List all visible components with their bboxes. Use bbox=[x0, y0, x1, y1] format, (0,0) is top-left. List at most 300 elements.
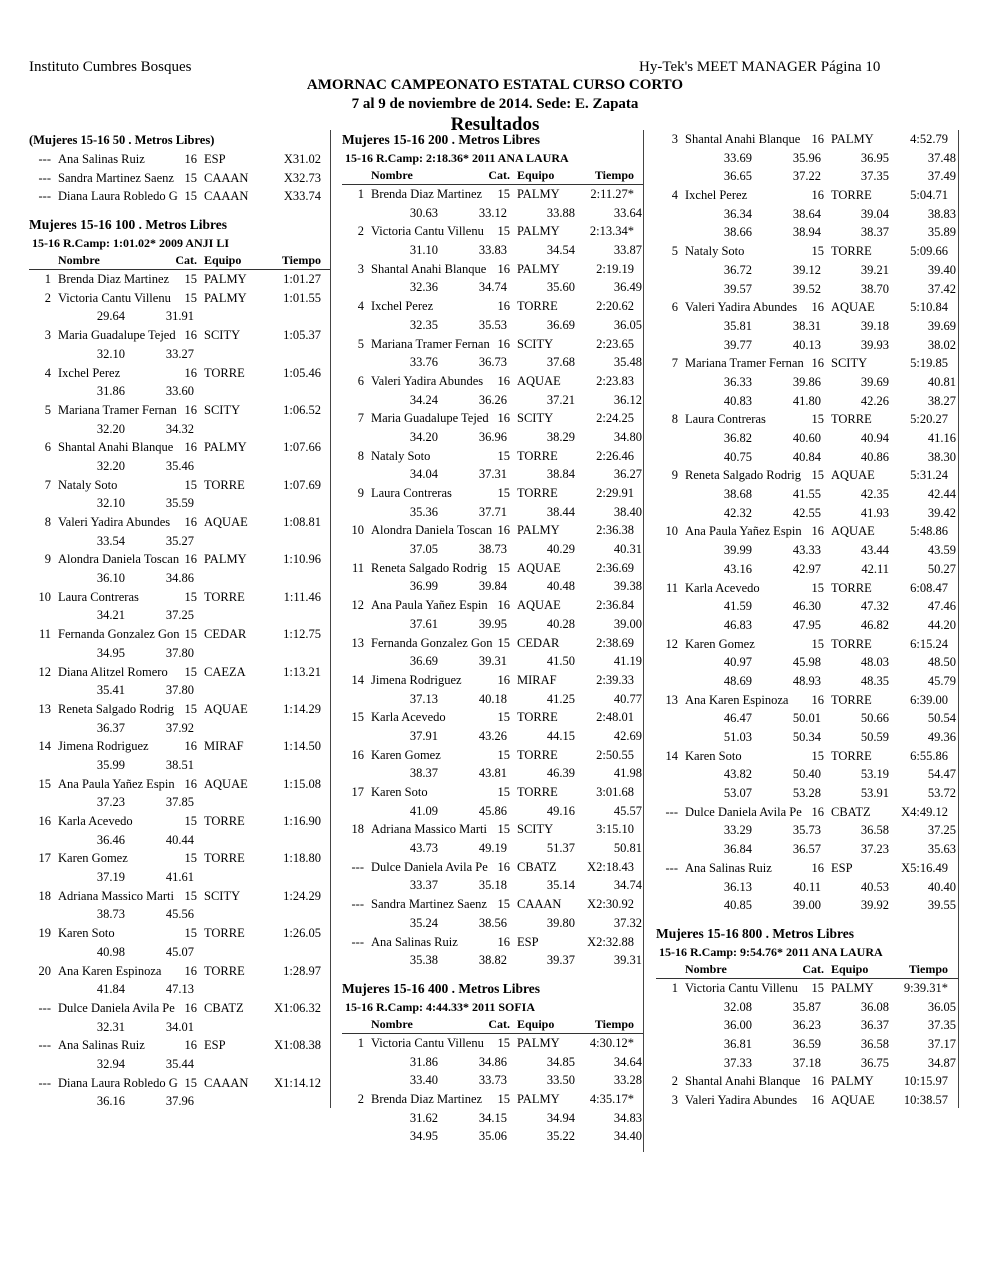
split-time: 37.96 bbox=[165, 1094, 194, 1109]
result-row bbox=[342, 596, 643, 615]
place: --- bbox=[38, 152, 51, 166]
swimmer-name: Alondra Daniela Toscan bbox=[371, 523, 493, 538]
split-time: 39.80 bbox=[546, 915, 575, 930]
swimmer-name: Laura Contreras bbox=[371, 486, 452, 500]
team: TORRE bbox=[204, 589, 245, 604]
split-time: 39.42 bbox=[927, 505, 956, 520]
final-time: 4:35.17* bbox=[589, 1091, 634, 1106]
split-time: 34.74 bbox=[478, 280, 507, 295]
split-row bbox=[29, 980, 330, 999]
split-time: 40.98 bbox=[96, 944, 125, 959]
split-time: 39.00 bbox=[613, 616, 642, 631]
split-row bbox=[342, 391, 643, 410]
result-row bbox=[656, 186, 958, 205]
team: ESP bbox=[517, 934, 539, 949]
team: AQUAE bbox=[831, 300, 875, 315]
category: 16 bbox=[184, 1038, 197, 1053]
swimmer-name: Diana Laura Robledo G bbox=[58, 189, 178, 204]
split-time: 34.04 bbox=[409, 467, 438, 482]
swimmer-name: Dulce Daniela Avila Pe bbox=[371, 859, 488, 874]
swimmer-name: Nataly Soto bbox=[371, 448, 431, 463]
split-time: 35.60 bbox=[546, 280, 575, 295]
split-row bbox=[656, 541, 958, 560]
final-time: 10:15.97 bbox=[903, 1074, 948, 1089]
split-time: 36.84 bbox=[723, 842, 752, 857]
category: 16 bbox=[497, 261, 510, 276]
final-time: 1:18.80 bbox=[283, 851, 321, 866]
result-row bbox=[656, 579, 958, 598]
split-row bbox=[656, 261, 958, 280]
split-time: 36.73 bbox=[478, 355, 507, 370]
split-row bbox=[656, 429, 958, 448]
split-time: 38.56 bbox=[478, 915, 507, 930]
swimmer-name: Ana Salinas Ruiz bbox=[58, 152, 145, 166]
team: CEDAR bbox=[517, 635, 560, 650]
swimmer-name: Karen Soto bbox=[58, 926, 115, 941]
split-time: 41.98 bbox=[613, 766, 642, 781]
final-time: 5:19.85 bbox=[910, 356, 948, 371]
split-time: 38.27 bbox=[927, 393, 956, 408]
category: 15 bbox=[184, 189, 197, 204]
place: 9 bbox=[671, 468, 678, 483]
result-row bbox=[656, 859, 958, 878]
team: PALMY bbox=[831, 132, 874, 146]
final-time: X5:16.49 bbox=[901, 860, 948, 875]
split-time: 34.21 bbox=[96, 608, 125, 623]
split-time: 38.29 bbox=[546, 429, 575, 444]
category: 16 bbox=[497, 672, 510, 687]
split-row bbox=[656, 597, 958, 616]
record-line: 15-16 R.Camp: 4:44.33* 2011 SOFIA bbox=[345, 999, 536, 1014]
final-time: 1:15.08 bbox=[283, 776, 321, 791]
place: 18 bbox=[38, 888, 51, 903]
header-name: Nombre bbox=[58, 253, 100, 268]
split-time: 37.49 bbox=[927, 169, 956, 184]
split-time: 39.84 bbox=[478, 579, 507, 594]
split-row bbox=[342, 652, 643, 671]
split-time: 36.75 bbox=[860, 1055, 889, 1070]
team: MIRAF bbox=[517, 672, 557, 687]
final-time: 2:20.62 bbox=[596, 299, 634, 314]
split-time: 39.95 bbox=[478, 616, 507, 631]
final-time: X2:18.43 bbox=[587, 859, 634, 874]
place: 10 bbox=[665, 524, 678, 539]
split-row bbox=[656, 728, 958, 747]
place: 12 bbox=[351, 598, 364, 613]
result-row bbox=[29, 775, 330, 794]
final-time: 2:11.27* bbox=[590, 187, 634, 201]
split-time: 33.88 bbox=[546, 205, 575, 220]
team: PALMY bbox=[204, 440, 247, 455]
split-time: 35.27 bbox=[165, 533, 194, 548]
category: 15 bbox=[497, 897, 510, 912]
place: 5 bbox=[357, 336, 364, 351]
split-row bbox=[656, 896, 958, 915]
split-time: 34.54 bbox=[546, 243, 575, 258]
swimmer-name: Nataly Soto bbox=[58, 477, 118, 492]
split-time: 37.33 bbox=[723, 1055, 752, 1070]
split-time: 47.32 bbox=[860, 599, 889, 614]
swimmer-name: Reneta Salgado Rodrig bbox=[371, 560, 487, 575]
place: 7 bbox=[357, 411, 364, 426]
split-time: 38.51 bbox=[165, 757, 194, 772]
final-time: X1:06.32 bbox=[274, 1000, 321, 1015]
split-time: 36.58 bbox=[860, 823, 889, 838]
split-time: 38.37 bbox=[409, 766, 438, 781]
category: 15 bbox=[184, 888, 197, 903]
split-time: 36.49 bbox=[613, 280, 642, 295]
place: 3 bbox=[671, 1093, 678, 1107]
split-row bbox=[342, 690, 643, 709]
team: PALMY bbox=[831, 1074, 874, 1089]
split-time: 33.73 bbox=[478, 1073, 507, 1088]
split-time: 36.69 bbox=[546, 317, 575, 332]
place: 7 bbox=[44, 477, 51, 492]
place: 15 bbox=[351, 710, 364, 725]
team: CAAAN bbox=[204, 189, 249, 204]
header-time: Tiempo bbox=[594, 168, 634, 182]
place: 2 bbox=[44, 290, 51, 305]
split-time: 53.72 bbox=[927, 786, 956, 801]
block-spacer bbox=[656, 915, 958, 924]
result-row bbox=[342, 559, 643, 578]
split-row bbox=[656, 504, 958, 523]
team: SCITY bbox=[831, 356, 868, 371]
team: AQUAE bbox=[204, 776, 248, 791]
final-time: X33.74 bbox=[283, 189, 321, 204]
split-time: 39.57 bbox=[723, 281, 752, 296]
category: 16 bbox=[184, 152, 197, 166]
split-time: 32.10 bbox=[96, 346, 125, 361]
swimmer-name: Adriana Massico Marti bbox=[371, 822, 487, 837]
split-row bbox=[342, 241, 643, 260]
place: 15 bbox=[38, 776, 51, 791]
split-time: 45.07 bbox=[165, 944, 194, 959]
split-time: 36.12 bbox=[613, 392, 642, 407]
split-time: 37.19 bbox=[96, 870, 125, 885]
split-row bbox=[29, 681, 330, 700]
result-row bbox=[342, 671, 643, 690]
split-time: 37.21 bbox=[546, 392, 575, 407]
result-row bbox=[656, 803, 958, 822]
split-row bbox=[29, 1018, 330, 1037]
result-row bbox=[29, 663, 330, 682]
category: 15 bbox=[184, 701, 197, 716]
final-time: 6:39.00 bbox=[910, 692, 948, 707]
category: 15 bbox=[497, 822, 510, 837]
final-time: 2:23.83 bbox=[596, 373, 634, 388]
team: TORRE bbox=[517, 486, 558, 500]
place: 17 bbox=[351, 785, 364, 799]
swimmer-name: Ixchel Perez bbox=[58, 365, 121, 380]
split-time: 46.30 bbox=[792, 599, 821, 614]
place: 12 bbox=[38, 664, 51, 679]
place: --- bbox=[38, 1038, 51, 1053]
split-time: 44.15 bbox=[546, 728, 575, 743]
split-row bbox=[342, 577, 643, 596]
result-row bbox=[29, 326, 330, 345]
result-row bbox=[29, 438, 330, 457]
place: 20 bbox=[38, 963, 51, 978]
team: TORRE bbox=[831, 636, 872, 651]
split-time: 36.59 bbox=[792, 1036, 821, 1051]
team: PALMY bbox=[517, 224, 560, 239]
team: PALMY bbox=[517, 1035, 560, 1050]
results-column-3 bbox=[656, 130, 959, 1108]
swimmer-name: Ana Paula Yañez Espin bbox=[371, 598, 488, 613]
team: TORRE bbox=[204, 814, 245, 828]
final-time: 5:20.27 bbox=[910, 412, 948, 427]
split-row bbox=[656, 336, 958, 355]
category: 15 bbox=[811, 412, 824, 427]
final-time: 2:13.34* bbox=[589, 224, 634, 239]
split-time: 36.10 bbox=[96, 571, 125, 586]
team: PALMY bbox=[517, 261, 560, 276]
split-time: 33.12 bbox=[478, 205, 507, 220]
split-time: 42.26 bbox=[860, 393, 889, 408]
swimmer-name: Karen Gomez bbox=[685, 636, 755, 651]
split-time: 37.22 bbox=[792, 169, 821, 184]
split-row bbox=[342, 839, 643, 858]
final-time: 5:09.66 bbox=[910, 244, 948, 259]
split-time: 34.01 bbox=[165, 1019, 194, 1034]
team: TORRE bbox=[831, 692, 872, 707]
header-time: Tiempo bbox=[281, 253, 321, 268]
split-time: 35.14 bbox=[546, 878, 575, 893]
final-time: 5:48.86 bbox=[910, 524, 948, 539]
category: 15 bbox=[184, 170, 197, 185]
final-time: 5:10.84 bbox=[910, 300, 948, 315]
swimmer-name: Ana Salinas Ruiz bbox=[371, 934, 458, 949]
split-time: 49.36 bbox=[927, 730, 956, 744]
split-time: 40.77 bbox=[613, 691, 642, 706]
category: 16 bbox=[497, 299, 510, 314]
team: PALMY bbox=[517, 187, 560, 201]
split-time: 34.83 bbox=[613, 1110, 642, 1125]
block-spacer bbox=[29, 206, 330, 215]
split-time: 40.29 bbox=[546, 542, 575, 557]
split-row bbox=[342, 353, 643, 372]
split-row bbox=[342, 951, 643, 970]
split-row bbox=[29, 1055, 330, 1074]
split-time: 48.03 bbox=[860, 655, 889, 670]
category: 16 bbox=[811, 300, 824, 315]
category: 15 bbox=[497, 187, 510, 201]
split-time: 35.73 bbox=[792, 823, 821, 838]
team: AQUAE bbox=[204, 701, 248, 716]
result-row bbox=[29, 588, 330, 607]
split-row bbox=[656, 448, 958, 467]
category: 16 bbox=[184, 963, 197, 978]
result-row bbox=[29, 513, 330, 532]
place: 13 bbox=[665, 692, 678, 707]
split-time: 39.86 bbox=[792, 374, 821, 389]
team: SCITY bbox=[517, 822, 554, 837]
final-time: 1:07.69 bbox=[283, 477, 321, 492]
split-time: 36.13 bbox=[723, 879, 752, 894]
category: 15 bbox=[811, 468, 824, 483]
split-time: 40.53 bbox=[860, 879, 889, 894]
place: 4 bbox=[44, 365, 51, 380]
split-time: 31.86 bbox=[96, 384, 125, 399]
split-row bbox=[656, 280, 958, 299]
result-row bbox=[342, 1034, 643, 1053]
split-time: 35.24 bbox=[409, 915, 438, 930]
team: SCITY bbox=[204, 328, 241, 343]
split-time: 39.21 bbox=[860, 262, 889, 277]
swimmer-name: Laura Contreras bbox=[685, 412, 766, 427]
results-column-1 bbox=[29, 130, 331, 1108]
column-header-row bbox=[342, 1015, 643, 1034]
result-row bbox=[29, 270, 330, 289]
team: PALMY bbox=[517, 523, 560, 538]
split-time: 41.25 bbox=[546, 691, 575, 706]
place: 2 bbox=[357, 1091, 364, 1106]
split-row bbox=[29, 457, 330, 476]
split-time: 36.81 bbox=[723, 1036, 752, 1051]
split-time: 34.64 bbox=[613, 1054, 642, 1069]
place: 14 bbox=[38, 739, 51, 754]
result-row bbox=[29, 999, 330, 1018]
team: TORRE bbox=[831, 244, 872, 259]
split-time: 43.59 bbox=[927, 543, 956, 558]
final-time: 2:50.55 bbox=[596, 747, 634, 762]
result-row bbox=[342, 858, 643, 877]
result-row bbox=[342, 447, 643, 466]
team: PALMY bbox=[204, 552, 247, 567]
category: 16 bbox=[184, 365, 197, 380]
split-row bbox=[656, 616, 958, 635]
split-time: 36.72 bbox=[723, 262, 752, 277]
team: TORRE bbox=[517, 785, 558, 799]
split-time: 36.37 bbox=[96, 720, 125, 735]
split-time: 32.10 bbox=[96, 496, 125, 511]
place: 6 bbox=[44, 440, 51, 455]
split-time: 50.59 bbox=[860, 730, 889, 744]
split-row bbox=[29, 532, 330, 551]
split-time: 33.60 bbox=[165, 384, 194, 399]
category: 16 bbox=[811, 356, 824, 371]
team: TORRE bbox=[204, 365, 245, 380]
split-time: 37.32 bbox=[613, 915, 642, 930]
swimmer-name: Diana Laura Robledo G bbox=[58, 1075, 178, 1090]
final-time: 2:48.01 bbox=[596, 710, 634, 725]
team: TORRE bbox=[831, 748, 872, 763]
split-time: 36.58 bbox=[860, 1036, 889, 1051]
swimmer-name: Shantal Anahi Blanque bbox=[371, 261, 487, 276]
result-row bbox=[29, 476, 330, 495]
swimmer-name: Ana Karen Espinoza bbox=[685, 692, 789, 707]
split-row bbox=[656, 1016, 958, 1035]
swimmer-name: Karen Gomez bbox=[58, 851, 128, 866]
swimmer-name: Ana Paula Yañez Espin bbox=[685, 524, 802, 539]
result-row bbox=[29, 401, 330, 420]
split-time: 37.25 bbox=[165, 608, 194, 623]
final-time: 1:14.50 bbox=[283, 739, 321, 754]
split-row bbox=[342, 503, 643, 522]
place: --- bbox=[665, 860, 678, 875]
header-school: Instituto Cumbres Bosques bbox=[29, 59, 192, 75]
place: 10 bbox=[38, 589, 51, 604]
result-row bbox=[29, 812, 330, 831]
team: TORRE bbox=[517, 710, 558, 725]
swimmer-name: Laura Contreras bbox=[58, 589, 139, 604]
swimmer-name: Ana Salinas Ruiz bbox=[685, 860, 772, 875]
place: 1 bbox=[671, 980, 678, 995]
split-time: 36.00 bbox=[723, 1018, 752, 1033]
place: 6 bbox=[357, 373, 364, 388]
split-time: 34.24 bbox=[409, 392, 438, 407]
swimmer-name: Ana Karen Espinoza bbox=[58, 963, 162, 978]
split-time: 40.18 bbox=[478, 691, 507, 706]
final-time: 6:55.86 bbox=[910, 748, 948, 763]
swimmer-name: Fernanda Gonzalez Gon bbox=[371, 635, 493, 650]
split-time: 40.13 bbox=[792, 337, 821, 352]
swimmer-name: Valeri Yadira Abundes bbox=[371, 373, 484, 388]
split-time: 53.91 bbox=[860, 786, 889, 801]
place: --- bbox=[351, 934, 364, 949]
category: 15 bbox=[497, 635, 510, 650]
split-time: 45.79 bbox=[927, 673, 956, 688]
final-time: 1:10.96 bbox=[283, 552, 321, 567]
result-row bbox=[29, 962, 330, 981]
result-row bbox=[29, 1036, 330, 1055]
team: TORRE bbox=[517, 448, 558, 463]
swimmer-name: Reneta Salgado Rodrig bbox=[58, 701, 174, 716]
result-row bbox=[29, 737, 330, 756]
split-time: 48.35 bbox=[860, 673, 889, 688]
team: TORRE bbox=[831, 412, 872, 427]
split-time: 36.96 bbox=[478, 429, 507, 444]
split-time: 31.91 bbox=[165, 309, 194, 324]
team: AQUAE bbox=[831, 1093, 875, 1107]
results-title: Resultados bbox=[450, 114, 540, 135]
place: 5 bbox=[44, 402, 51, 417]
split-row bbox=[342, 914, 643, 933]
split-time: 37.80 bbox=[165, 645, 194, 660]
split-row bbox=[656, 149, 958, 168]
result-row bbox=[342, 222, 643, 241]
split-time: 32.36 bbox=[409, 280, 438, 295]
category: 16 bbox=[811, 692, 824, 707]
team: CBATZ bbox=[204, 1000, 244, 1015]
place: 16 bbox=[351, 747, 364, 762]
split-time: 36.69 bbox=[409, 654, 438, 669]
result-row bbox=[342, 521, 643, 540]
place: 4 bbox=[671, 188, 678, 203]
split-time: 38.68 bbox=[723, 487, 752, 502]
header-software-page: Hy-Tek's MEET MANAGER Página 10 bbox=[639, 59, 881, 75]
split-time: 34.94 bbox=[546, 1110, 575, 1125]
split-time: 35.63 bbox=[927, 842, 956, 857]
split-time: 34.87 bbox=[927, 1055, 956, 1070]
category: 16 bbox=[497, 373, 510, 388]
split-time: 37.91 bbox=[409, 728, 438, 743]
event-title: (Mujeres 15-16 50 . Metros Libres) bbox=[29, 133, 215, 147]
team: TORRE bbox=[204, 477, 245, 492]
split-time: 50.40 bbox=[792, 767, 821, 782]
split-time: 50.34 bbox=[792, 730, 821, 744]
team: CBATZ bbox=[517, 859, 557, 874]
final-time: 2:29.91 bbox=[596, 486, 634, 500]
split-row bbox=[342, 764, 643, 783]
results-column-2 bbox=[342, 130, 644, 1152]
result-row bbox=[656, 466, 958, 485]
place: 8 bbox=[671, 412, 678, 427]
team: PALMY bbox=[831, 980, 874, 995]
split-time: 31.10 bbox=[409, 243, 438, 258]
split-row bbox=[29, 644, 330, 663]
